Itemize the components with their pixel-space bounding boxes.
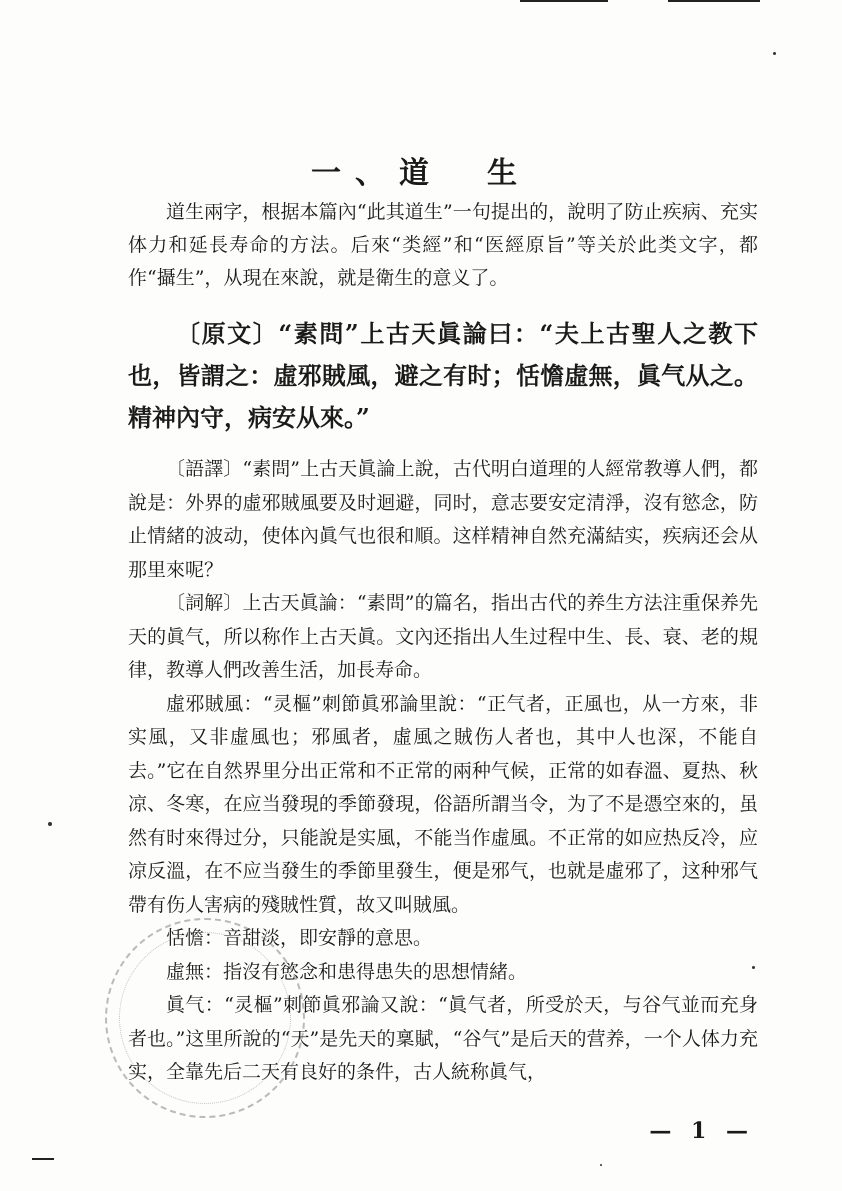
scan-artifact-line [668, 0, 760, 2]
glossary-paragraph: 〔詞解〕上古天眞論：“素問”的篇名，指出古代的养生方法注重保养先天的眞气，所以称作上古天眞。文內还指出人生过程中生、長、衰、老的規律，教導人們改善生活，加長寿命。 [128, 592, 758, 681]
chapter-title: 一、道 生 [311, 156, 531, 191]
scan-artifact-line [32, 1158, 54, 1160]
intro-paragraph: 道生兩字，根据本篇內“此其道生”一句提出的，說明了防止疾病、充实体力和延長寿命的方法。后來“类經”和“医經原旨”等关於此类文字，都作“攝生”，从現在來說，就是衛生的意义了。 [128, 201, 758, 289]
scan-speck [600, 1164, 602, 1166]
tiandan-paragraph: 恬憺：音甜淡，即安靜的意思。 [166, 927, 433, 949]
xuxie-zeifeng-paragraph: 虛邪賊風：“灵樞”刺節眞邪論里說：“正气者，正風也，从一方來，非实風，又非虛風也；邪風者，虛風之賊伤人者也，其中人也深，不能自去。”它在自然界里分出正常和不正常的兩种气候，正常的如春溫、夏热、秋凉、冬寒，在应当發現的季節發現，俗語所謂当令，为了不是憑空來的，虽然有时來得过分，只能說是实風，不能当作虛風。不正常的如应热反冷，应凉反溫，在不应当發生的季節里發生，便是邪气，也就是虛邪了，这种邪气帶有伤人害病的殘賊性質，故又叫賊風。 [128, 692, 758, 916]
text-body [128, 196, 758, 1090]
xuwu-paragraph: 虛無：指沒有慾念和患得患失的思想情緒。 [166, 960, 528, 983]
original-text-paragraph: 〔原文〕“素問”上古天眞論曰：“夫上古聖人之教下也，皆謂之：虛邪賊風，避之有时；恬憺虛無，眞气从之。精神內守，病安从來。” [128, 319, 758, 432]
scan-speck [773, 52, 776, 55]
scan-speck [48, 822, 52, 826]
page-number: — 1 — [649, 1118, 754, 1144]
scan-artifact-line [520, 0, 608, 2]
zhenqi-paragraph: 眞气：“灵樞”刺節眞邪論又說：“眞气者，所受於天，与谷气並而充身者也。”这里所說的“天”是先天的稟賦，“谷气”是后天的营养，一个人体力充实，全靠先后二天有良好的条件，古人統称眞气， [128, 994, 758, 1083]
translation-paragraph: 〔語譯〕“素問”上古天眞論上說，古代明白道理的人經常教導人們，都說是：外界的虛邪賊風要及时迴避，同时，意志要安定清淨，沒有慾念，防止情緒的波动，使体內眞气也很和順。这样精神自然充滿結实，疾病还会从那里來呢？ [128, 458, 758, 581]
